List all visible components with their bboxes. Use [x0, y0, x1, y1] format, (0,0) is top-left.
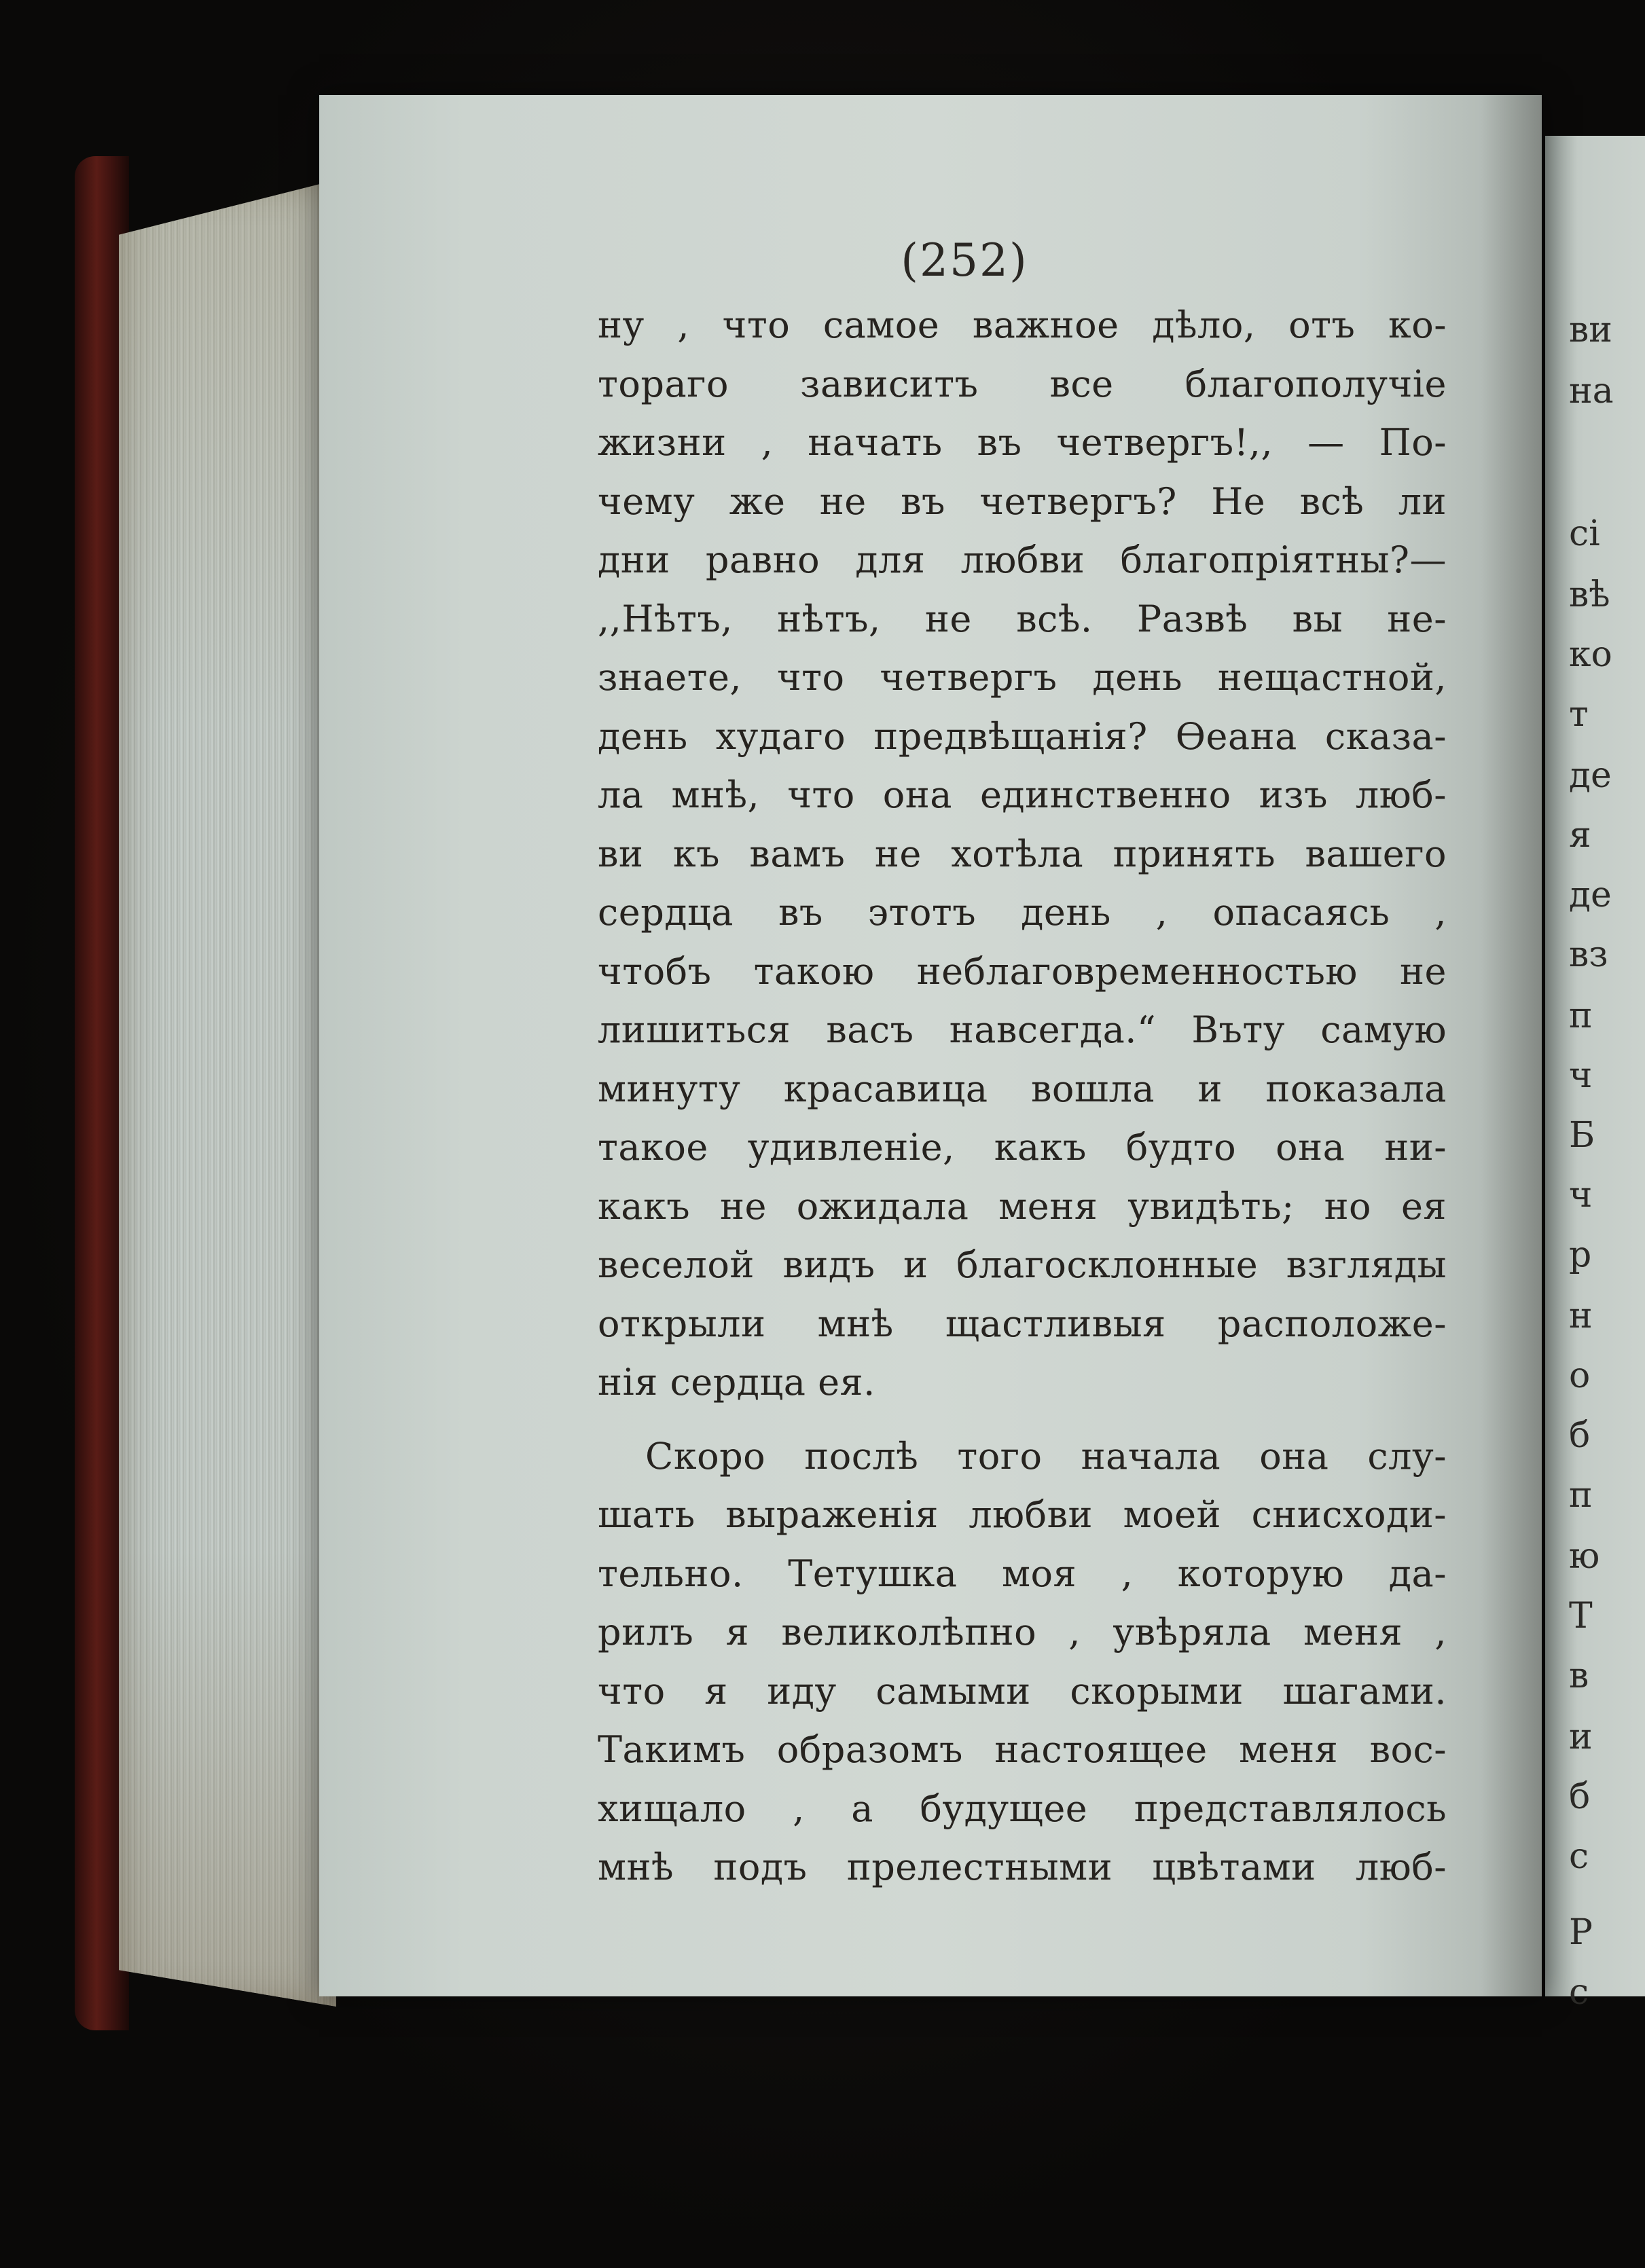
text-line: лишиться васъ навсегда.“ Въту самую	[598, 1008, 1447, 1051]
facing-page-fragment: т	[1569, 694, 1589, 735]
facing-page-fragment: вз	[1569, 934, 1608, 975]
facing-page-fragment: де	[1569, 755, 1612, 796]
text-line: знаете, что четвергъ день нещастной,	[598, 656, 1447, 699]
facing-page-fragment: и	[1569, 1717, 1593, 1757]
facing-page-fragment: п	[1569, 995, 1593, 1036]
text-line: веселой видъ и благосклонные взгляды	[598, 1243, 1447, 1286]
text-line: ви къ вамъ не хотѣла принять вашего	[598, 832, 1447, 875]
facing-page-fragment: де	[1569, 875, 1612, 915]
facing-page-fragment: р	[1569, 1234, 1592, 1275]
page-number: (252)	[901, 234, 1028, 287]
text-line: дни равно для любви благопріятны?—	[598, 538, 1447, 581]
facing-page-fragment: б	[1569, 1776, 1591, 1817]
page-text	[598, 296, 1447, 1897]
facing-page-fragment: о	[1569, 1355, 1591, 1396]
facing-page-fragment: на	[1569, 371, 1614, 411]
text-line: ,,Нѣтъ, нѣтъ, не всѣ. Развѣ вы не-	[598, 597, 1447, 640]
facing-page-fragment: Т	[1569, 1596, 1593, 1636]
facing-page-fragment: ч	[1569, 1055, 1593, 1096]
facing-page-fragment: в	[1569, 1656, 1589, 1696]
text-line: чтобъ такою неблаговременностью не	[598, 949, 1447, 993]
facing-page-fragment: я	[1569, 815, 1591, 856]
facing-page-fragment: п	[1569, 1475, 1593, 1516]
text-line: ну , что самое важное дѣло, отъ ко-	[598, 304, 1447, 346]
facing-page-fragment: с	[1569, 1836, 1589, 1877]
text-line: минуту красавица вошла и показала	[598, 1067, 1447, 1110]
facing-page-fragment: Б	[1569, 1115, 1595, 1156]
text-line: нія сердца ея.	[598, 1361, 875, 1404]
facing-page-fragment: ко	[1569, 634, 1612, 675]
text-line: Скоро послѣ того начала она слу-	[645, 1434, 1447, 1478]
facing-page-fragment: вѣ	[1569, 574, 1610, 615]
facing-page	[1545, 136, 1645, 1996]
page-block-edges	[119, 180, 336, 2007]
text-line: ла мнѣ, что она единственно изъ люб-	[598, 773, 1447, 816]
facing-page-fragment: Р	[1569, 1912, 1593, 1953]
facing-page-fragment: с	[1569, 1972, 1589, 2013]
text-line: тораго зависитъ все благополучіе	[598, 362, 1447, 405]
text-line: тельно. Тетушка моя , которую да-	[598, 1552, 1447, 1595]
text-line: открыли мнѣ щастливыя расположе-	[598, 1302, 1447, 1345]
text-line: мнѣ подъ прелестными цвѣтами люб-	[598, 1846, 1447, 1888]
text-line: рилъ я великолѣпно , увѣряла меня ,	[598, 1611, 1447, 1653]
text-line: чему же не въ четвергъ? Не всѣ ли	[598, 479, 1447, 523]
text-line: день худаго предвѣщанія? Ѳеана сказа-	[598, 714, 1447, 758]
facing-page-fragment: ч	[1569, 1175, 1593, 1215]
text-line: что я иду самыми скорыми шагами.	[598, 1669, 1447, 1713]
text-line: сердца въ этотъ день , опасаясь ,	[598, 891, 1447, 934]
text-line: жизни , начать въ четвергъ!,, — По-	[598, 421, 1447, 464]
facing-page-fragment: ви	[1569, 310, 1612, 350]
text-line: какъ не ожидала меня увидѣть; но ея	[598, 1184, 1447, 1228]
facing-page-fragment: сі	[1569, 513, 1600, 554]
text-line: хищало , а будущее представлялось	[598, 1787, 1447, 1830]
facing-page-fragment: ю	[1569, 1536, 1600, 1577]
facing-page-fragment: б	[1569, 1415, 1591, 1456]
text-line: Такимъ образомъ настоящее меня вос-	[598, 1728, 1447, 1771]
text-line: шать выраженія любви моей снисходи-	[598, 1493, 1447, 1536]
text-line: такое удивленіе, какъ будто она ни-	[598, 1126, 1447, 1169]
facing-page-fragment: н	[1569, 1296, 1593, 1336]
